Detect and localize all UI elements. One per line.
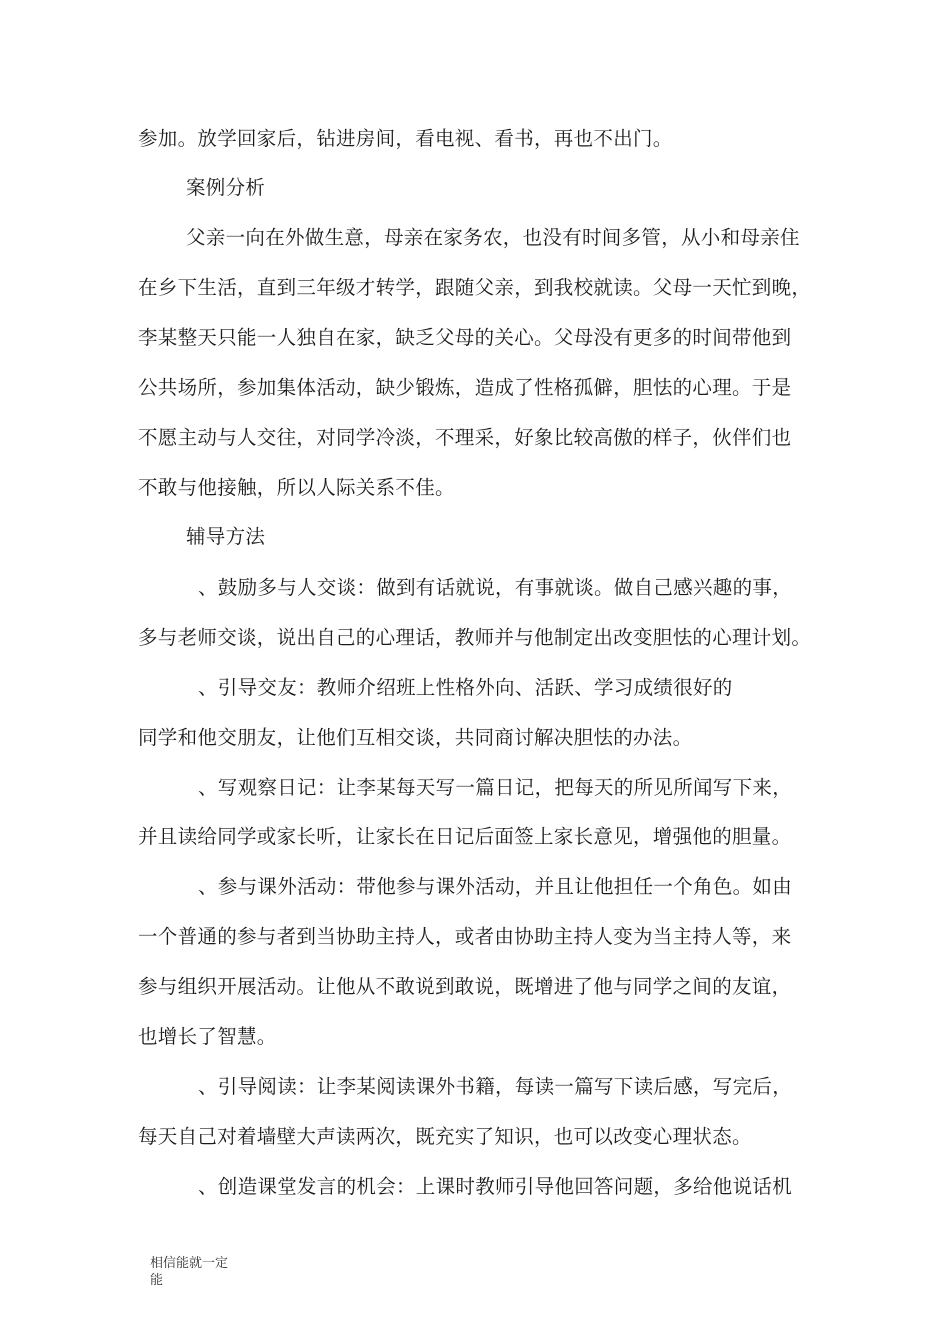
list-item-line: 、参与课外活动：带他参与课外活动，并且让他担任一个角色。如由: [198, 875, 793, 898]
paragraph-line: 一个普通的参与者到当协助主持人，或者由协助主持人变为当主持人等，来: [138, 925, 792, 948]
section-heading-counseling-methods: 辅导方法: [186, 525, 266, 548]
paragraph-line: 参加。放学回家后，钻进房间，看电视、看书，再也不出门。: [138, 127, 673, 150]
paragraph-line: 父亲一向在外做生意，母亲在家务农，也没有时间多管，从小和母亲住: [186, 226, 800, 249]
paragraph-line: 李某整天只能一人独自在家，缺乏父母的关心。父母没有更多的时间带他到: [138, 326, 792, 349]
paragraph-line: 参与组织开展活动。让他从不敢说到敢说，既增进了他与同学之间的友谊，: [138, 975, 792, 998]
list-item-line: 、引导交友：教师介绍班上性格外向、活跃、学习成绩很好的: [198, 676, 733, 699]
paragraph-line: 不敢与他接触，所以人际关系不佳。: [138, 476, 455, 499]
paragraph-line: 并且读给同学或家长听，让家长在日记后面签上家长意见，增强他的胆量。: [138, 825, 792, 848]
footer-line: 能: [150, 1273, 164, 1288]
paragraph-line: 公共场所，参加集体活动，缺少锻炼，造成了性格孤僻，胆怯的心理。于是: [138, 376, 792, 399]
page-footer: [150, 1255, 228, 1289]
section-heading-case-analysis: 案例分析: [186, 176, 266, 199]
list-item-line: 、创造课堂发言的机会：上课时教师引导他回答问题，多给他说话机: [198, 1175, 793, 1198]
paragraph-line: 在乡下生活，直到三年级才转学，跟随父亲，到我校就读。父母一天忙到晚，: [138, 276, 812, 299]
paragraph-line: 也增长了智慧。: [138, 1025, 277, 1048]
paragraph-line: 同学和他交朋友，让他们互相交谈，共同商讨解决胆怯的办法。: [138, 726, 693, 749]
list-item-line: 、引导阅读：让李某阅读课外书籍，每读一篇写下读后感，写完后，: [198, 1075, 793, 1098]
paragraph-line: 不愿主动与人交往，对同学冷淡，不理采，好象比较高傲的样子，伙伴们也: [138, 426, 792, 449]
list-item-line: 、鼓励多与人交谈：做到有话就说，有事就谈。做自己感兴趣的事，: [198, 576, 793, 599]
list-item-line: 、写观察日记：让李某每天写一篇日记，把每天的所见所闻写下来，: [198, 776, 793, 799]
paragraph-line: 每天自己对着墙壁大声读两次，既充实了知识，也可以改变心理状态。: [138, 1125, 752, 1148]
footer-line: 相信能就一定: [150, 1256, 229, 1271]
paragraph-line: 多与老师交谈，说出自己的心理话，教师并与他制定出改变胆怯的心理计划。: [138, 626, 812, 649]
